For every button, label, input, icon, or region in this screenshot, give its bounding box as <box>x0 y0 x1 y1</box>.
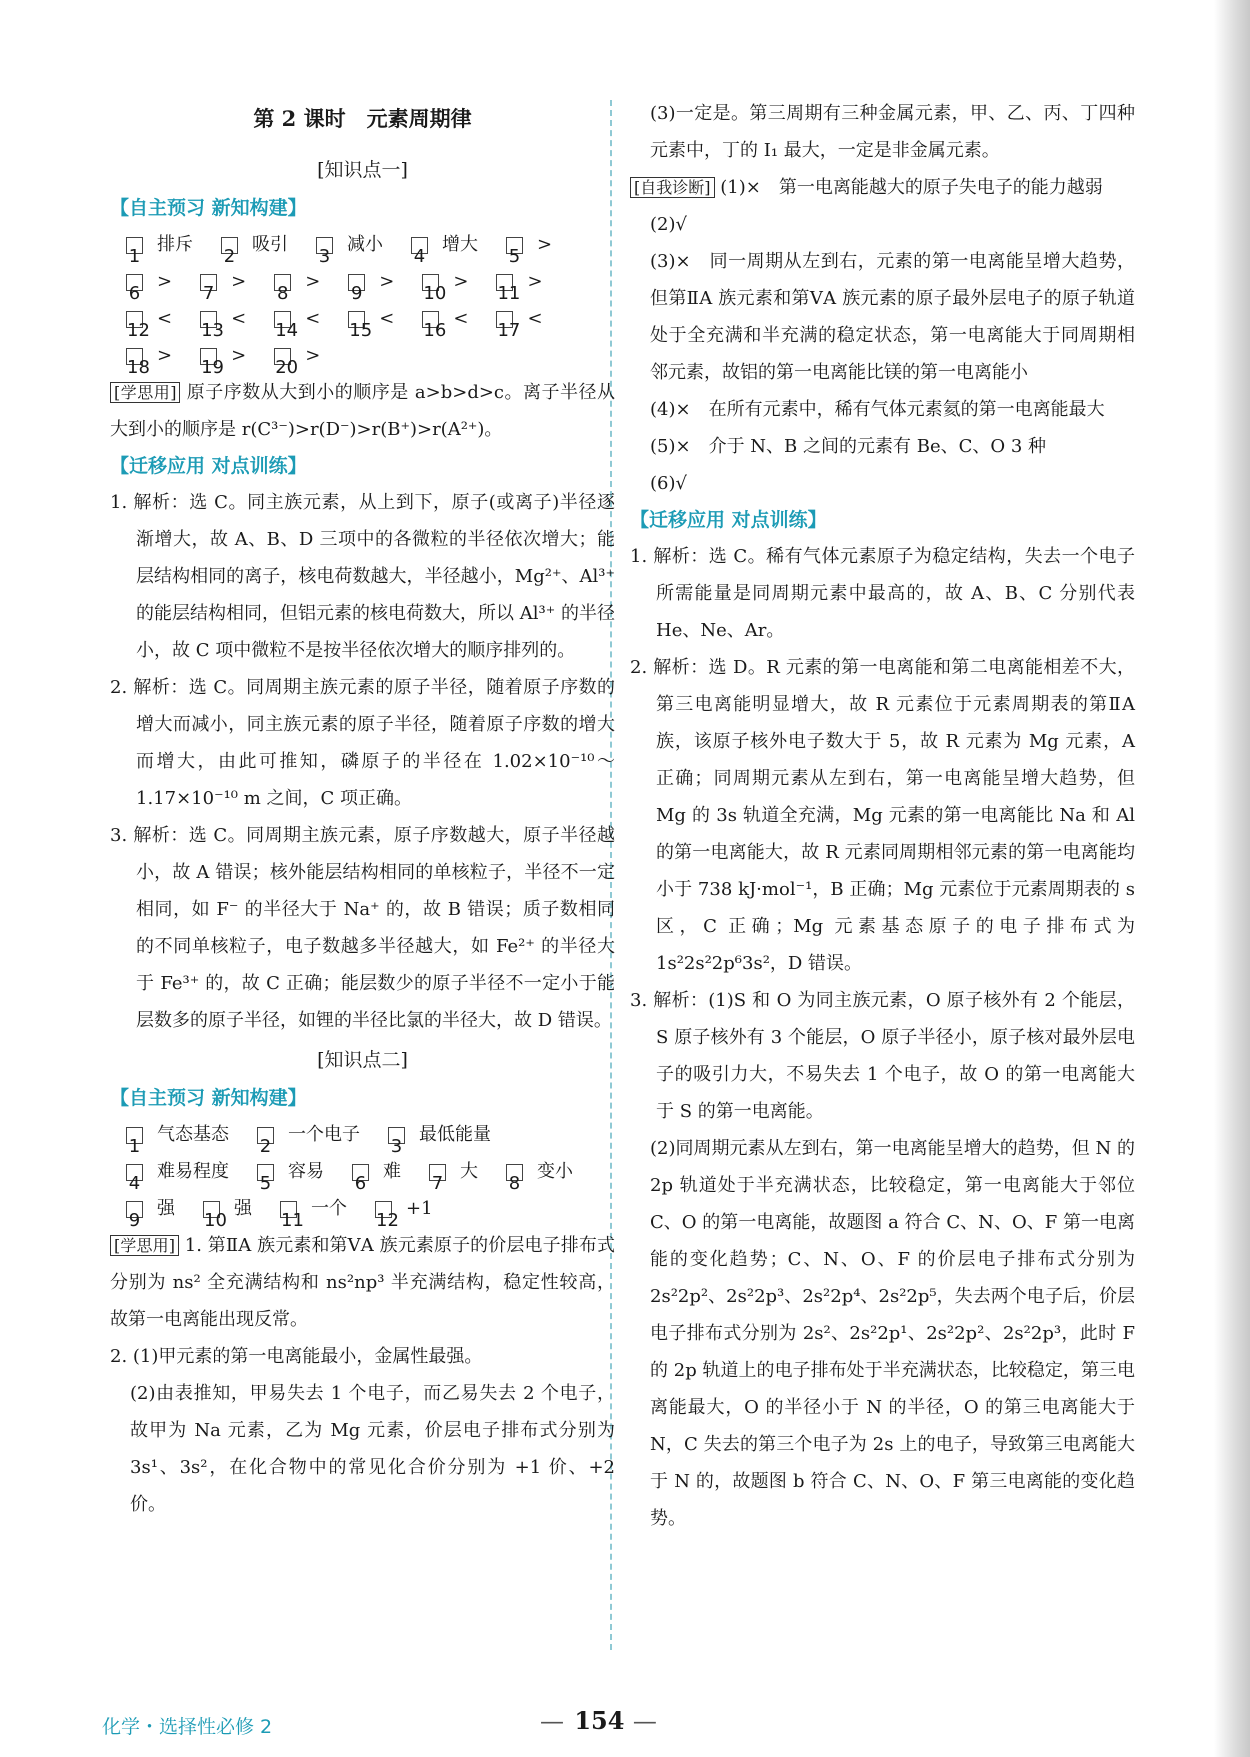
diagnosis-text: (1)× 第一电离能越大的原子失电子的能力越弱 <box>720 177 1103 198</box>
answer-item: 1. 解析：选 C。稀有气体元素原子为稳定结构，失去一个电子所需能量是同周期元素中最高的，故 A、B、C 分别代表 He、Ne、Ar。 <box>630 546 1135 641</box>
answer-item: 2. 解析：选 D。R 元素的第一电离能和第二电离能相差不大，第三电离能明显增大，故 R 元素位于元素周期表的第ⅡA 族，该原子核外电子数大于 5，故 R 元素为 Mg 元素，A 正确；同周期元素从左到右，第一电离能呈增大趋势，但 Mg 的 3s 轨道全充满，Mg 元素的第一电离能比 Na 和 Al 的第一电离能大，故 R 元素同周期相邻元素的第一电离能均小于 738 kJ·mol⁻¹，B 正确；Mg 元素位于元素周期表的 s 区，C 正确；Mg 元素基态原子的电子排布式为 1s²2s²2p⁶3s²，D 错误。 <box>630 657 1135 974</box>
xuesiyong-tag: [学思用] <box>110 382 180 403</box>
grid-answer: 17< <box>497 308 543 341</box>
grid-answer: 2一个电子 <box>257 1116 374 1153</box>
section-heading: 【自主预习 新知构建】 <box>110 197 307 219</box>
grid-answer: 20> <box>275 345 321 378</box>
section-heading: 【自主预习 新知构建】 <box>110 1087 307 1109</box>
self-diagnosis-tag: [自我诊断] <box>630 177 715 198</box>
answer-item: 2. (1)甲元素的第一电离能最小，金属性最强。 <box>110 1346 483 1367</box>
answer-item: (2)由表推知，甲易失去 1 个电子，而乙易失去 2 个电子，故甲为 Na 元素，乙为 Mg 元素，价层电子排布式分别为 3s¹、3s²，在化合物中的常见化合价分别为 +1 价、+2 价。 <box>130 1383 615 1515</box>
answer-item: 1. 解析：选 C。同主族元素，从上到下，原子(或离子)半径逐渐增大，故 A、B、D 三项中的各微粒的半径依次增大；能层结构相同的离子，核电荷数越大，半径越小，Mg²⁺、Al³⁺ 的能层结构相同，但铝元素的核电荷数大，所以 Al³⁺ 的半径小，故 C 项中微粒不是按半径依次增大的顺序排列的。 <box>110 492 615 661</box>
section-heading: 【迁移应用 对点训练】 <box>110 455 307 477</box>
grid-answer: 3最低能量 <box>388 1116 505 1153</box>
grid-answer: 6难 <box>352 1153 415 1190</box>
grid-answer: 12< <box>127 308 173 341</box>
grid-answer: 9强 <box>126 1190 189 1227</box>
xuesiyong-text: 原子序数从大到小的顺序是 a>b>d>c。离子半径从大到小的顺序是 r(C³⁻)>r(D⁻)>r(B⁺)>r(A²⁺)。 <box>110 382 615 440</box>
knowledge-point-1: [知识点一] <box>317 159 408 181</box>
diagnosis-item: (5)× 介于 N、B 之间的元素有 Be、C、O 3 种 <box>650 436 1047 457</box>
grid-answer: 5> <box>506 226 566 263</box>
answer-grid-2 <box>110 1116 615 1231</box>
grid-answer: 13< <box>201 308 247 341</box>
grid-answer: 6> <box>126 263 186 300</box>
footer-subject: 化学・选择性必修 2 <box>102 1716 273 1738</box>
diagnosis-item: (2)√ <box>650 214 687 235</box>
section-heading: 【迁移应用 对点训练】 <box>630 509 827 531</box>
grid-answer: 1排斥 <box>126 226 207 263</box>
left-column <box>110 95 615 1523</box>
grid-answer: 10强 <box>204 1198 252 1231</box>
answer-grid-1 <box>110 226 615 378</box>
xuesiyong-tag: [学思用] <box>110 1235 179 1256</box>
grid-answer: 2吸引 <box>221 226 302 263</box>
xuesiyong-text: 1. 第ⅡA 族元素和第ⅤA 族元素原子的价层电子排布式分别为 ns² 全充满结构和 ns²np³ 半充满结构，稳定性较高，故第一电离能出现反常。 <box>110 1235 615 1330</box>
grid-answer: 1气态基态 <box>126 1116 243 1153</box>
knowledge-point-2: [知识点二] <box>317 1049 408 1071</box>
grid-answer: 19> <box>201 345 247 378</box>
answer-item: (2)同周期元素从左到右，第一电离能呈增大的趋势，但 N 的 2p 轨道处于半充满状态，比较稳定，第一电离能大于邻位 C、O 的第一电离能，故题图 a 符合 C、N、O、F 第一电离能的变化趋势；C、N、O、F 的价层电子排布式分别为 2s²2p²、2s²2p³、2s²2p⁴、2s²2p⁵，失去两个电子后，价层电子排布式分别为 2s²、2s²2p¹、2s²2p²、2s²2p³，此时 F 的 2p 轨道上的电子排布处于半充满状态，比较稳定，第三电离能最大，O 的半径小于 N 的半径，O 的第三电离能大于 N，C 失去的第三个电子为 2s 上的电子，导致第三电离能大于 N 的，故题图 b 符合 C、N、O、F 第三电离能的变化趋势。 <box>650 1138 1135 1529</box>
grid-answer: 14< <box>275 308 321 341</box>
grid-answer: 11> <box>497 271 543 304</box>
grid-answer: 4增大 <box>411 226 492 263</box>
grid-answer: 16< <box>423 308 469 341</box>
grid-answer: 3减小 <box>316 226 397 263</box>
diagnosis-item: (4)× 在所有元素中，稀有气体元素氦的第一电离能最大 <box>650 399 1105 420</box>
grid-answer: 8> <box>274 263 334 300</box>
right-column <box>630 95 1135 1537</box>
answer-item: 3. 解析：选 C。同周期主族元素，原子序数越大，原子半径越小，故 A 错误；核外能层结构相同的单核粒子，半径不一定相同，如 F⁻ 的半径大于 Na⁺ 的，故 B 错误；质子数相同的不同单核粒子，电子数越多半径越大，如 Fe²⁺ 的半径大于 Fe³⁺ 的，故 C 正确；能层数少的原子半径不一定小于能层数多的原子半径，如锂的半径比氯的半径大，故 D 错误。 <box>110 825 615 1031</box>
page-edge-shadow <box>1214 0 1250 1757</box>
grid-answer: 11一个 <box>281 1198 347 1231</box>
grid-answer: 4难易程度 <box>126 1153 243 1190</box>
grid-answer: 12+1 <box>376 1198 433 1231</box>
grid-answer: 10> <box>423 271 469 304</box>
grid-answer: 15< <box>349 308 395 341</box>
grid-answer: 9> <box>348 263 408 300</box>
diagnosis-item: (3)× 同一周期从左到右，元素的第一电离能呈增大趋势，但第ⅡA 族元素和第ⅤA 族元素的原子最外层电子的原子轨道处于全充满和半充满的稳定状态，第一电离能大于同周期相邻元素，故铝的第一电离能比镁的第一电离能小 <box>650 251 1135 383</box>
grid-answer: 7大 <box>429 1153 492 1190</box>
grid-answer: 18> <box>127 345 173 378</box>
diagnosis-item: (6)√ <box>650 473 687 494</box>
grid-answer: 7> <box>200 263 260 300</box>
grid-answer: 8变小 <box>506 1153 587 1190</box>
answer-item: 3. 解析：(1)S 和 O 为同主族元素，O 原子核外有 2 个能层，S 原子核外有 3 个能层，O 原子半径小，原子核对最外层电子的吸引力大，不易失去 1 个电子，故 O 的第一电离能大于 S 的第一电离能。 <box>630 990 1135 1122</box>
page-number: — 154 — <box>540 1706 659 1735</box>
answer-item: (3)一定是。第三周期有三种金属元素，甲、乙、丙、丁四种元素中，丁的 I₁ 最大，一定是非金属元素。 <box>650 103 1135 161</box>
lesson-title: 第 2 课时 元素周期律 <box>253 106 472 131</box>
grid-answer: 5容易 <box>257 1153 338 1190</box>
answer-item: 2. 解析：选 C。同周期主族元素的原子半径，随着原子序数的增大而减小，同主族元素的原子半径，随着原子序数的增大而增大，由此可推知，磷原子的半径在 1.02×10⁻¹⁰～1.17×10⁻¹⁰ m 之间，C 项正确。 <box>110 677 615 809</box>
